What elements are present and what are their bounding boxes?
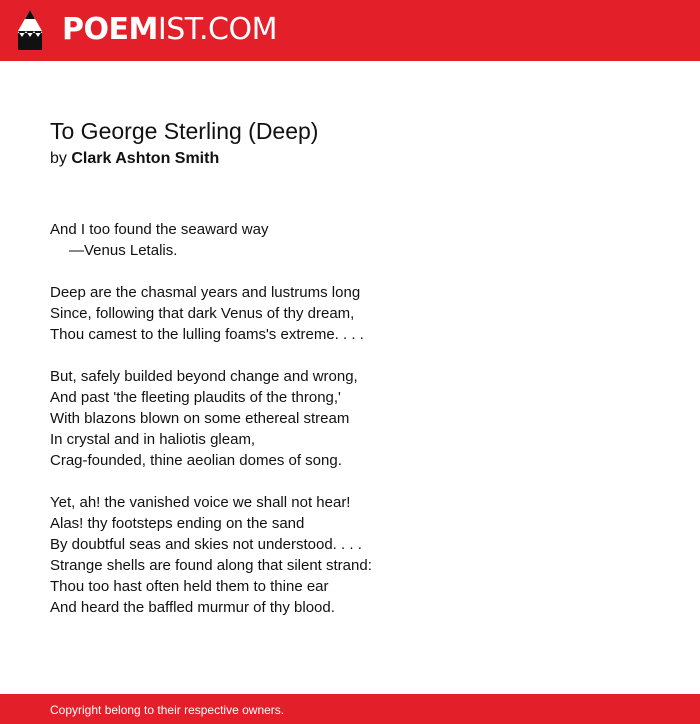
logo-bold-text: POEM	[62, 12, 158, 47]
byline	[50, 148, 219, 170]
site-footer	[0, 694, 700, 724]
stanza	[50, 366, 372, 471]
poem-line: And past 'the fleeting plaudits of the throng,'	[50, 389, 341, 406]
poem-epigraph: —Venus Letalis.	[69, 242, 178, 259]
poem-line: Thou too hast often held them to thine ear	[50, 578, 329, 595]
poem-line: Deep are the chasmal years and lustrums long	[50, 284, 361, 301]
copyright-text: Copyright belong to their respective owners.	[50, 703, 285, 717]
poem-line: Alas! thy footsteps ending on the sand	[50, 515, 305, 532]
poem-line: And heard the baffled murmur of thy blood.	[50, 599, 335, 616]
by-label: by	[50, 150, 67, 167]
poem-line: But, safely builded beyond change and wrong,	[50, 368, 358, 385]
poem-line: In crystal and in haliotis gleam,	[50, 431, 256, 448]
poem-line: Yet, ah! the vanished voice we shall not hear!	[50, 494, 351, 511]
poem-line: With blazons blown on some ethereal stream	[50, 410, 350, 427]
site-header	[0, 0, 700, 61]
author-name: Clark Ashton Smith	[71, 150, 220, 167]
poem-line: Since, following that dark Venus of thy dream,	[50, 305, 355, 322]
poem-title: To George Sterling (Deep)	[50, 118, 319, 144]
poem-line: Strange shells are found along that silent strand:	[50, 557, 372, 574]
poem-line: By doubtful seas and skies not understood. . . .	[50, 536, 362, 553]
logo-light-text: IST.COM	[157, 12, 277, 47]
poem-body	[50, 219, 372, 639]
poem-line: And I too found the seaward way	[50, 221, 269, 238]
poem-line: Crag-founded, thine aeolian domes of song.	[50, 452, 342, 469]
pencil-icon[interactable]	[17, 9, 43, 51]
site-logo[interactable]	[62, 13, 277, 47]
stanza	[50, 219, 372, 261]
poem-line: Thou camest to the lulling foams's extreme. . . .	[50, 326, 364, 343]
stanza	[50, 492, 372, 618]
stanza	[50, 282, 372, 345]
